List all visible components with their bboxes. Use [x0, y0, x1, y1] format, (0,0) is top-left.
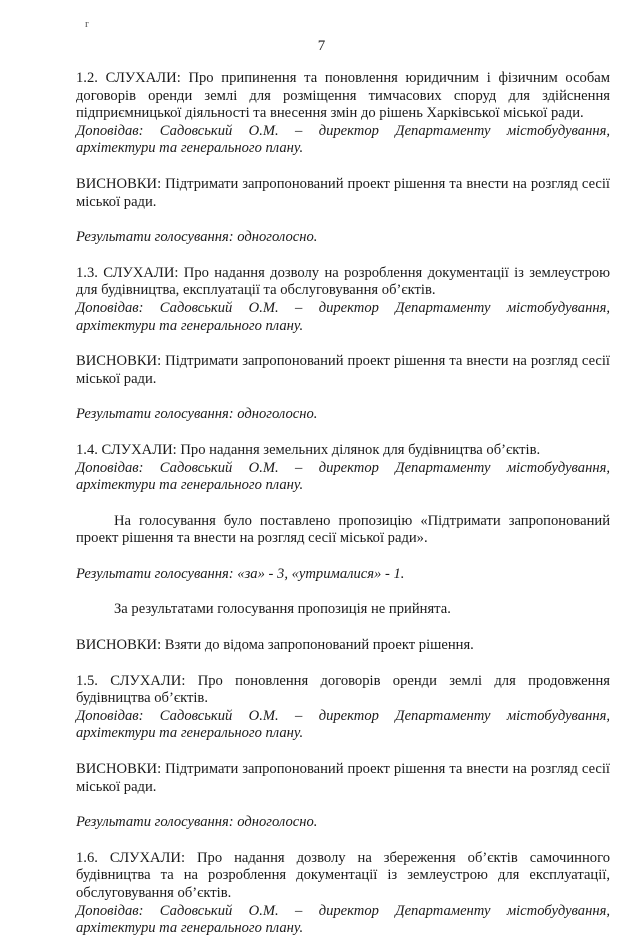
- document-body: [76, 70, 610, 938]
- item-speaker: Доповідав: Садовський О.М. – директор Департаменту містобудування, архітектури та генерального плану.: [76, 459, 610, 494]
- item-heard: 1.6. СЛУХАЛИ: Про надання дозволу на збереження об’єктів самочинного будівництва та на розроблення документації із землеустрою для експлуатації, обслуговування об’єктів.: [76, 849, 610, 901]
- item-vote: Результати голосування: «за» - 3, «утрималися» - 1.: [76, 565, 405, 582]
- item-speaker: Доповідав: Садовський О.М. – директор Департаменту містобудування, архітектури та генерального плану.: [76, 122, 610, 157]
- item-heard: 1.3. СЛУХАЛИ: Про надання дозволу на розроблення документації із землеустрою для будівництва, експлуатації та обслуговування об’єктів.: [76, 264, 610, 299]
- item-conclusion: ВИСНОВКИ: Підтримати запропонований проект рішення та внести на розгляд сесії міської ради.: [76, 353, 610, 387]
- item-heard: 1.2. СЛУХАЛИ: Про припинення та поновлення юридичним і фізичним особам договорів оренди землі для розміщення тимчасових споруд для здійснення підприємницької діяльності та внесення змін до рішень Харківської міської ради.: [76, 70, 610, 122]
- item-speaker: Доповідав: Садовський О.М. – директор Департаменту містобудування, архітектури та генерального плану.: [76, 707, 610, 742]
- item-outcome: За результатами голосування пропозиція не прийнята.: [114, 601, 451, 618]
- page-number: 7: [317, 38, 326, 54]
- item-conclusion: ВИСНОВКИ: Взяти до відома запропонований проект рішення.: [76, 637, 474, 654]
- item-speaker: Доповідав: Садовський О.М. – директор Департаменту містобудування, архітектури та генерального плану.: [76, 299, 610, 334]
- item-speaker: Доповідав: Садовський О.М. – директор Департаменту містобудування, архітектури та генерального плану.: [76, 902, 610, 937]
- item-conclusion: ВИСНОВКИ: Підтримати запропонований проект рішення та внести на розгляд сесії міської ради.: [76, 761, 610, 795]
- item-vote: Результати голосування: одноголосно.: [76, 406, 318, 423]
- item-vote: Результати голосування: одноголосно.: [76, 814, 318, 831]
- item-heard: 1.5. СЛУХАЛИ: Про поновлення договорів оренди землі для продовження будівництва об’єктів.: [76, 672, 610, 707]
- corner-mark: r: [85, 18, 89, 30]
- item-conclusion: ВИСНОВКИ: Підтримати запропонований проект рішення та внести на розгляд сесії міської ради.: [76, 175, 610, 210]
- item-vote: Результати голосування: одноголосно.: [76, 229, 318, 246]
- item-proposal: На голосування було поставлено пропозицію «Підтримати запропонований проект рішення та внести на розгляд сесії міської ради».: [76, 512, 610, 547]
- item-heard: 1.4. СЛУХАЛИ: Про надання земельних ділянок для будівництва об’єктів.: [76, 441, 541, 458]
